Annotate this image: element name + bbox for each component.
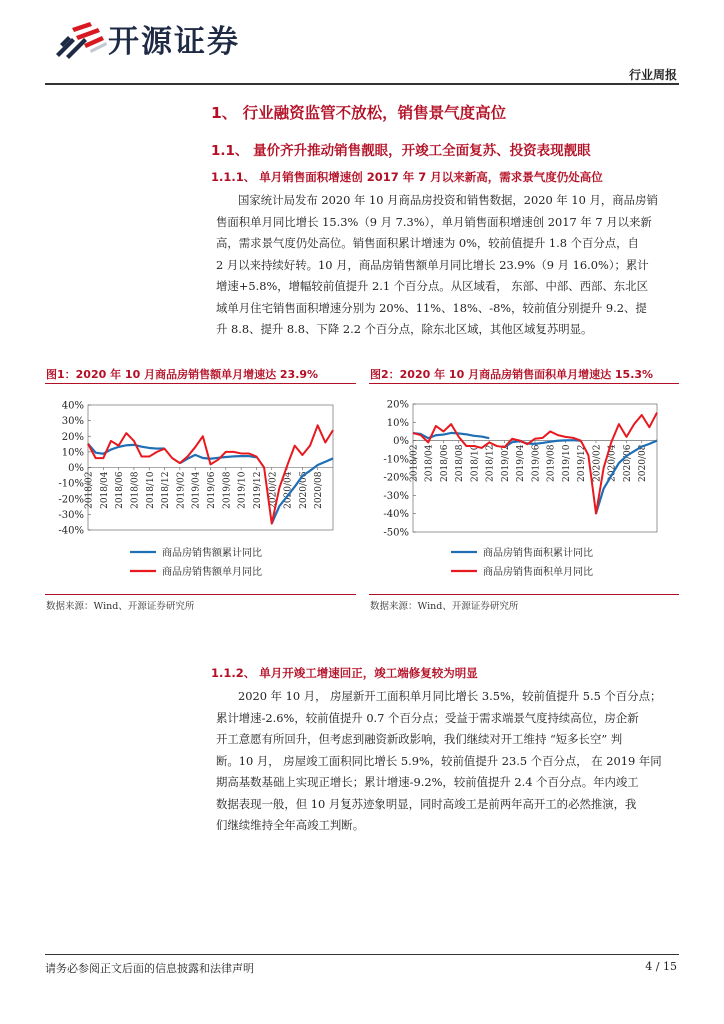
x-tick-label: 2020/04	[283, 471, 294, 509]
figure2-chart-svg	[369, 388, 679, 593]
x-tick-label: 2020/02	[268, 471, 279, 509]
x-tick-label: 2019/02	[501, 444, 511, 482]
x-tick-label: 2019/08	[546, 444, 557, 482]
x-tick-label: 2018/10	[145, 471, 156, 509]
x-tick-label: 2019/06	[207, 471, 217, 509]
y-tick-label: -30%	[58, 509, 84, 521]
x-tick-label: 2018/08	[455, 444, 466, 482]
x-tick-label: 2018/02	[409, 444, 420, 482]
footer-disclaimer: 请务必参阅正文后面的信息披露和法律声明	[45, 962, 254, 975]
x-tick-label: 2018/06	[440, 444, 450, 482]
figure1-chart-svg	[45, 388, 356, 593]
section-1-1-title: 1.1、 量价齐升推动销售靓眼，开竣工全面复苏、投资表现靓眼	[211, 143, 591, 159]
x-tick-label: 2018/04	[99, 471, 110, 509]
para1-line: 增速+5.8%，增幅较前值提升 2.1 个百分点。从区域看， 东部、中部、西部、东北区	[216, 279, 648, 293]
figure1-title: 图1：2020 年 10 月商品房销售额单月增速达 23.9%	[46, 368, 319, 381]
y-tick-label: 10%	[61, 447, 84, 459]
section-1-1-1-title: 1.1.1、 单月销售面积增速创 2017 年 7 月以来新高，需求景气度仍处高位	[211, 170, 603, 184]
x-tick-label: 2018/10	[470, 444, 481, 482]
x-tick-label: 2020/08	[314, 471, 325, 509]
y-tick-label: -40%	[383, 509, 409, 521]
para2-line: 期高基数基础上实现正增长；累计增速-9.2%，较前值提升 2.4 个百分点。年内竣工	[216, 775, 639, 789]
y-tick-label: -10%	[383, 454, 409, 466]
report-type-label: 行业周报	[628, 68, 677, 82]
x-tick-label: 2019/10	[562, 444, 572, 482]
x-tick-label: 2020/06	[298, 471, 309, 509]
para2-line: 数据表现一般，但 10 月复苏迹象明显，同时高竣工是前两年高开工的必然推演，我	[216, 796, 637, 811]
legend-label: 商品房销售额累计同比	[162, 548, 262, 559]
para1-line: 2 月以来持续好转。10 月，商品房销售额单月同比增长 23.9%（9 月 16.0%）；累计	[216, 257, 649, 272]
x-tick-label: 2018/12	[161, 471, 172, 509]
x-tick-label: 2018/02	[84, 471, 95, 509]
para1-line: 域单月住宅销售面积增速分别为 20%、11%、18%、-8%，较前值分别提升 9.2、提	[216, 300, 647, 315]
para1-line: 国家统计局发布 2020 年 10 月商品房投资和销售数据，2020 年 10 月，商品房销	[238, 193, 658, 207]
para2-line: 断。10 月， 房屋竣工面积同比增长 5.9%，较前值提升 23.5 个百分点， 在 2019 年同	[216, 753, 662, 768]
section-1-title: 1、 行业融资监管不放松，销售景气度高位	[211, 104, 507, 122]
figure2-source: 数据来源：Wind、开源证券研究所	[370, 601, 519, 612]
legend-label: 商品房销售面积单月同比	[483, 567, 593, 578]
y-tick-label: 40%	[61, 400, 84, 412]
y-tick-label: -30%	[383, 490, 409, 502]
x-tick-label: 2018/06	[115, 471, 126, 509]
section-1-1-2-title: 1.1.2、 单月开竣工增速回正，竣工端修复较为明显	[211, 666, 478, 680]
x-tick-label: 2019/06	[531, 444, 542, 482]
section-1-1-2-paragraph	[216, 686, 683, 837]
x-tick-label: 2019/04	[191, 471, 202, 509]
figure2-title: 图2：2020 年 10 月商品房销售面积单月增速达 15.3%	[370, 368, 654, 381]
y-tick-label: 10%	[386, 417, 409, 429]
para1-line: 售面积单月同比增长 15.3%（9 月 7.3%），单月销售面积增速创 2017 年 7 月以来新	[216, 214, 652, 229]
y-tick-label: -50%	[383, 527, 409, 539]
legend-label: 商品房销售面积累计同比	[483, 548, 593, 559]
x-tick-label: 2019/08	[222, 471, 233, 509]
figure2-top-rule	[369, 383, 679, 384]
y-tick-label: 0%	[393, 436, 409, 448]
header-divider	[45, 83, 679, 85]
y-tick-label: 20%	[386, 399, 409, 411]
y-tick-label: 30%	[61, 416, 84, 428]
page-number: 4 / 15	[645, 960, 677, 973]
para1-line: 升 8.8、提升 8.8、下降 2.2 个百分点，除东北区域，其他区域复苏明显。	[216, 322, 593, 336]
figure2-bottom-rule	[369, 594, 679, 595]
y-tick-label: 20%	[61, 431, 84, 443]
x-tick-label: 2020/06	[623, 444, 633, 482]
x-tick-label: 2019/02	[176, 471, 187, 509]
y-tick-label: 0%	[68, 463, 84, 474]
figure1-bottom-rule	[45, 594, 356, 595]
y-tick-label: -20%	[383, 472, 409, 484]
logo-text: 开源证券	[108, 24, 240, 60]
y-tick-label: -20%	[58, 494, 84, 506]
y-tick-label: -40%	[58, 525, 84, 537]
figure1-top-rule	[45, 383, 356, 384]
para2-line: 2020 年 10 月， 房屋新开工面积单月同比增长 3.5%，较前值提升 5.5 个百分点；	[238, 689, 662, 703]
figure1-source: 数据来源：Wind、开源证券研究所	[46, 601, 195, 612]
para2-line: 累计增速-2.6%，较前值提升 0.7 个百分点；受益于需求端景气度持续高位，房企新	[216, 710, 639, 725]
x-tick-label: 2019/12	[252, 471, 263, 509]
x-tick-label: 2019/10	[237, 471, 248, 509]
legend-label: 商品房销售额单月同比	[162, 567, 262, 578]
x-tick-label: 2020/04	[607, 444, 618, 482]
x-tick-label: 2018/04	[424, 444, 435, 482]
figure2-chart	[369, 388, 679, 597]
y-tick-label: -10%	[58, 478, 84, 490]
x-tick-label: 2019/04	[516, 444, 527, 482]
x-tick-label: 2018/08	[130, 471, 141, 509]
para1-line: 高，需求景气度仍处高位。销售面积累计增速为 0%，较前值提升 1.8 个百分点，自	[216, 236, 639, 250]
footer-divider	[45, 954, 679, 955]
x-tick-label: 2020/02	[592, 444, 603, 482]
figure1-chart	[45, 388, 356, 597]
para2-line: 开工意愿有所回升，但考虑到融资新政影响，我们继续对开工维持 “短多长空” 判	[216, 732, 623, 746]
x-tick-label: 2020/08	[638, 444, 649, 482]
section-1-1-1-paragraph	[216, 190, 683, 341]
para2-line: 们继续维持全年高竣工判断。	[216, 818, 365, 832]
x-tick-label: 2019/12	[577, 444, 588, 482]
x-tick-label: 2018/12	[485, 444, 496, 482]
